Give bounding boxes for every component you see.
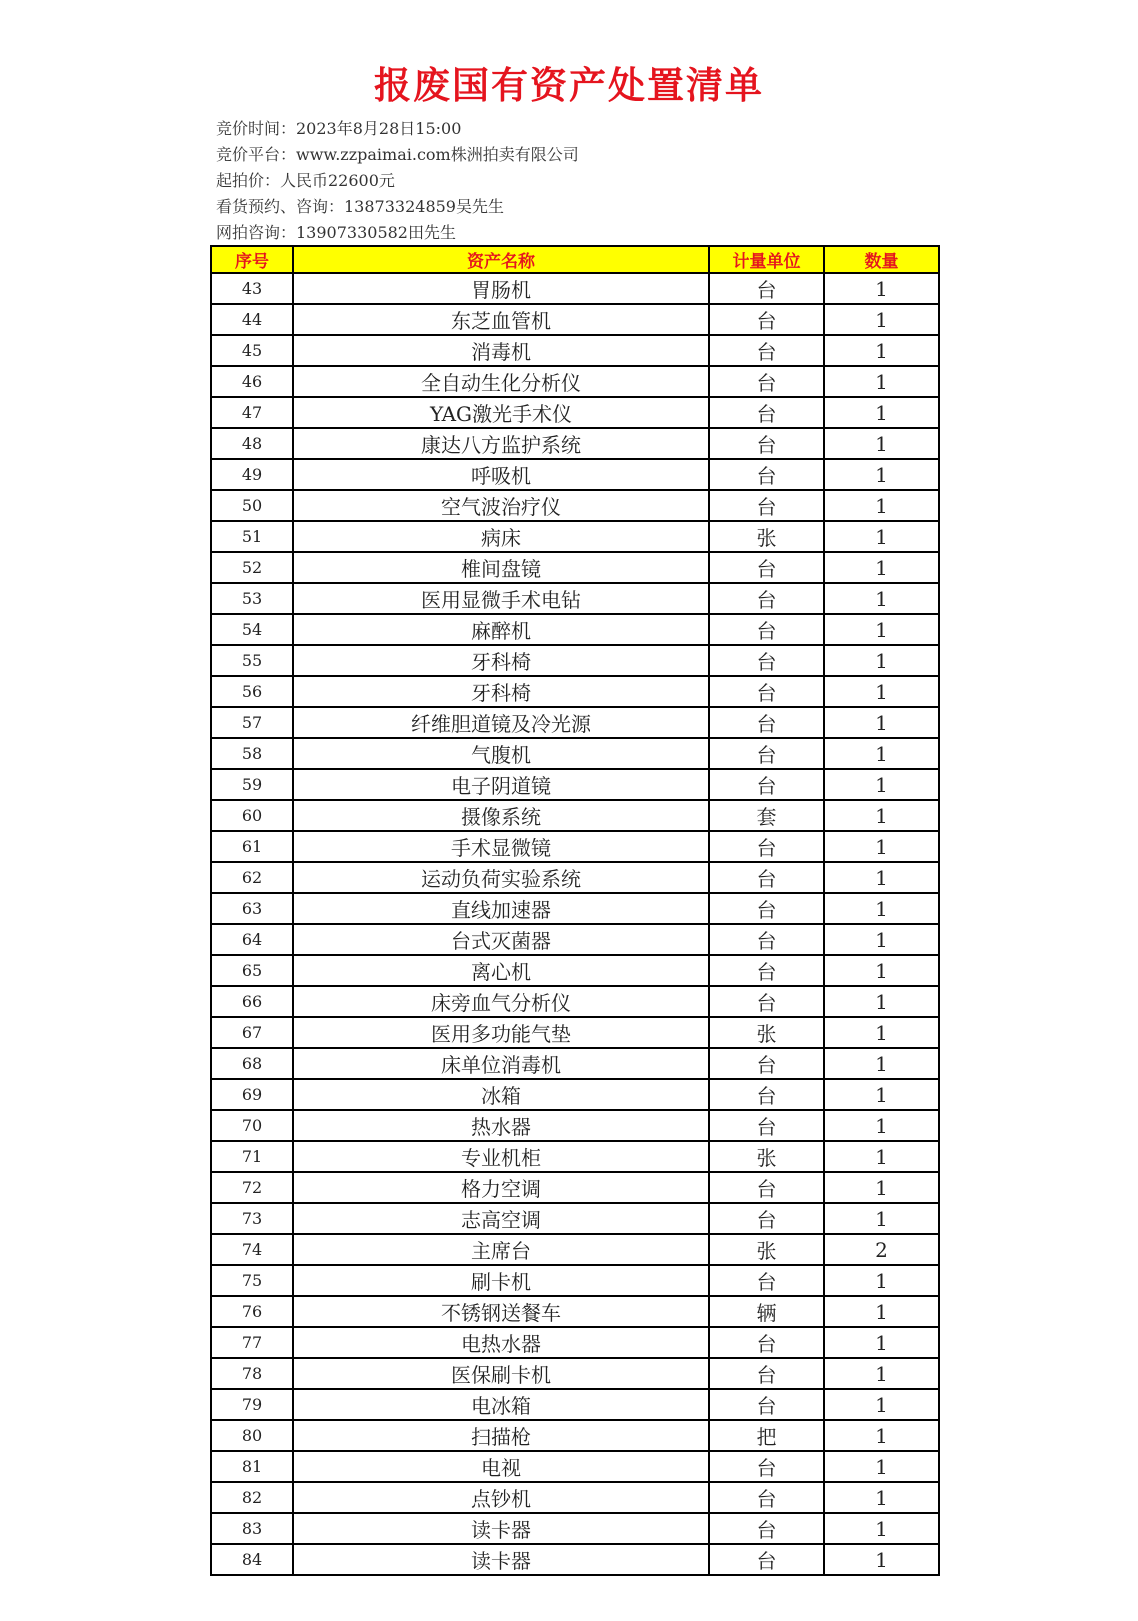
quantity-cell: 1	[824, 924, 939, 955]
table-row	[211, 1265, 939, 1296]
unit-cell: 台	[709, 1358, 824, 1389]
table-row	[211, 335, 939, 366]
quantity-cell: 1	[824, 552, 939, 583]
table-row	[211, 862, 939, 893]
quantity-cell: 1	[824, 397, 939, 428]
unit-cell: 台	[709, 862, 824, 893]
asset-name-cell: 点钞机	[293, 1482, 709, 1513]
table-row	[211, 1017, 939, 1048]
serial-number-cell: 53	[211, 583, 293, 614]
header-asset-name: 资产名称	[293, 246, 709, 273]
serial-number-cell: 46	[211, 366, 293, 397]
unit-cell: 张	[709, 1234, 824, 1265]
table-row	[211, 1482, 939, 1513]
quantity-cell: 1	[824, 862, 939, 893]
table-row	[211, 1420, 939, 1451]
table-row	[211, 583, 939, 614]
serial-number-cell: 44	[211, 304, 293, 335]
auction-platform: 竞价平台：www.zzpaimai.com株洲拍卖有限公司	[216, 145, 579, 164]
unit-cell: 台	[709, 1327, 824, 1358]
serial-number-cell: 71	[211, 1141, 293, 1172]
unit-cell: 套	[709, 800, 824, 831]
asset-name-cell: 全自动生化分析仪	[293, 366, 709, 397]
asset-name-cell: 不锈钢送餐车	[293, 1296, 709, 1327]
unit-cell: 台	[709, 428, 824, 459]
table-row	[211, 273, 939, 304]
asset-name-cell: 专业机柜	[293, 1141, 709, 1172]
unit-cell: 台	[709, 924, 824, 955]
serial-number-cell: 59	[211, 769, 293, 800]
table-row	[211, 1110, 939, 1141]
starting-price: 起拍价：人民币22600元	[216, 171, 395, 190]
table-row	[211, 1203, 939, 1234]
serial-number-cell: 78	[211, 1358, 293, 1389]
asset-name-cell: 康达八方监护系统	[293, 428, 709, 459]
serial-number-cell: 50	[211, 490, 293, 521]
unit-cell: 台	[709, 1172, 824, 1203]
table-row	[211, 1296, 939, 1327]
unit-cell: 台	[709, 676, 824, 707]
serial-number-cell: 65	[211, 955, 293, 986]
serial-number-cell: 84	[211, 1544, 293, 1575]
serial-number-cell: 62	[211, 862, 293, 893]
serial-number-cell: 63	[211, 893, 293, 924]
unit-cell: 张	[709, 1017, 824, 1048]
unit-cell: 台	[709, 955, 824, 986]
asset-name-cell: 牙科椅	[293, 676, 709, 707]
auction-info	[216, 116, 579, 246]
asset-name-cell: 医用显微手术电钻	[293, 583, 709, 614]
serial-number-cell: 83	[211, 1513, 293, 1544]
table-row	[211, 304, 939, 335]
serial-number-cell: 58	[211, 738, 293, 769]
auction-time: 竞价时间：2023年8月28日15:00	[216, 119, 462, 138]
serial-number-cell: 67	[211, 1017, 293, 1048]
table-row	[211, 738, 939, 769]
serial-number-cell: 56	[211, 676, 293, 707]
serial-number-cell: 52	[211, 552, 293, 583]
quantity-cell: 1	[824, 893, 939, 924]
table-row	[211, 1451, 939, 1482]
asset-name-cell: 呼吸机	[293, 459, 709, 490]
unit-cell: 张	[709, 1141, 824, 1172]
table-row	[211, 1327, 939, 1358]
quantity-cell: 1	[824, 1358, 939, 1389]
table-row	[211, 645, 939, 676]
asset-name-cell: 手术显微镜	[293, 831, 709, 862]
quantity-cell: 1	[824, 645, 939, 676]
asset-name-cell: 志高空调	[293, 1203, 709, 1234]
unit-cell: 台	[709, 366, 824, 397]
unit-cell: 台	[709, 583, 824, 614]
unit-cell: 台	[709, 459, 824, 490]
asset-name-cell: 摄像系统	[293, 800, 709, 831]
asset-name-cell: YAG激光手术仪	[293, 397, 709, 428]
serial-number-cell: 55	[211, 645, 293, 676]
serial-number-cell: 61	[211, 831, 293, 862]
unit-cell: 台	[709, 552, 824, 583]
asset-name-cell: 读卡器	[293, 1513, 709, 1544]
serial-number-cell: 68	[211, 1048, 293, 1079]
unit-cell: 台	[709, 335, 824, 366]
serial-number-cell: 43	[211, 273, 293, 304]
asset-name-cell: 电子阴道镜	[293, 769, 709, 800]
table-row	[211, 397, 939, 428]
table-row	[211, 614, 939, 645]
quantity-cell: 1	[824, 1513, 939, 1544]
table-row	[211, 924, 939, 955]
asset-name-cell: 电视	[293, 1451, 709, 1482]
asset-name-cell: 冰箱	[293, 1079, 709, 1110]
quantity-cell: 1	[824, 1482, 939, 1513]
asset-name-cell: 床旁血气分析仪	[293, 986, 709, 1017]
unit-cell: 台	[709, 707, 824, 738]
header-serial-number: 序号	[211, 246, 293, 273]
quantity-cell: 1	[824, 738, 939, 769]
asset-name-cell: 麻醉机	[293, 614, 709, 645]
serial-number-cell: 82	[211, 1482, 293, 1513]
quantity-cell: 1	[824, 1327, 939, 1358]
unit-cell: 台	[709, 645, 824, 676]
unit-cell: 辆	[709, 1296, 824, 1327]
unit-cell: 台	[709, 1203, 824, 1234]
serial-number-cell: 75	[211, 1265, 293, 1296]
unit-cell: 台	[709, 273, 824, 304]
asset-name-cell: 气腹机	[293, 738, 709, 769]
table-row	[211, 1141, 939, 1172]
asset-name-cell: 消毒机	[293, 335, 709, 366]
unit-cell: 台	[709, 1048, 824, 1079]
quantity-cell: 1	[824, 614, 939, 645]
quantity-cell: 1	[824, 955, 939, 986]
quantity-cell: 1	[824, 1079, 939, 1110]
table-row	[211, 366, 939, 397]
asset-name-cell: 医用多功能气垫	[293, 1017, 709, 1048]
asset-name-cell: 病床	[293, 521, 709, 552]
unit-cell: 台	[709, 1513, 824, 1544]
asset-name-cell: 椎间盘镜	[293, 552, 709, 583]
table-row	[211, 1048, 939, 1079]
serial-number-cell: 79	[211, 1389, 293, 1420]
quantity-cell: 1	[824, 769, 939, 800]
quantity-cell: 1	[824, 1265, 939, 1296]
asset-name-cell: 牙科椅	[293, 645, 709, 676]
table-row	[211, 676, 939, 707]
serial-number-cell: 48	[211, 428, 293, 459]
quantity-cell: 1	[824, 831, 939, 862]
quantity-cell: 1	[824, 707, 939, 738]
asset-name-cell: 扫描枪	[293, 1420, 709, 1451]
unit-cell: 台	[709, 1110, 824, 1141]
header-quantity: 数量	[824, 246, 939, 273]
asset-name-cell: 东芝血管机	[293, 304, 709, 335]
table-body	[211, 273, 939, 1575]
asset-name-cell: 运动负荷实验系统	[293, 862, 709, 893]
online-auction-contact: 网拍咨询：13907330582田先生	[216, 223, 456, 242]
unit-cell: 把	[709, 1420, 824, 1451]
quantity-cell: 1	[824, 335, 939, 366]
quantity-cell: 1	[824, 800, 939, 831]
quantity-cell: 1	[824, 583, 939, 614]
quantity-cell: 1	[824, 1296, 939, 1327]
quantity-cell: 1	[824, 273, 939, 304]
asset-name-cell: 胃肠机	[293, 273, 709, 304]
asset-name-cell: 主席台	[293, 1234, 709, 1265]
table-row	[211, 1544, 939, 1575]
serial-number-cell: 47	[211, 397, 293, 428]
table-row	[211, 521, 939, 552]
unit-cell: 台	[709, 1544, 824, 1575]
serial-number-cell: 72	[211, 1172, 293, 1203]
unit-cell: 台	[709, 1389, 824, 1420]
serial-number-cell: 74	[211, 1234, 293, 1265]
table-row	[211, 1358, 939, 1389]
asset-name-cell: 直线加速器	[293, 893, 709, 924]
table-row	[211, 769, 939, 800]
asset-name-cell: 格力空调	[293, 1172, 709, 1203]
serial-number-cell: 64	[211, 924, 293, 955]
serial-number-cell: 54	[211, 614, 293, 645]
header-unit: 计量单位	[709, 246, 824, 273]
unit-cell: 台	[709, 986, 824, 1017]
asset-name-cell: 电冰箱	[293, 1389, 709, 1420]
serial-number-cell: 57	[211, 707, 293, 738]
serial-number-cell: 73	[211, 1203, 293, 1234]
serial-number-cell: 66	[211, 986, 293, 1017]
table-row	[211, 986, 939, 1017]
page-title: 报废国有资产处置清单	[374, 64, 764, 107]
unit-cell: 台	[709, 304, 824, 335]
serial-number-cell: 69	[211, 1079, 293, 1110]
quantity-cell: 1	[824, 1110, 939, 1141]
asset-name-cell: 离心机	[293, 955, 709, 986]
serial-number-cell: 60	[211, 800, 293, 831]
unit-cell: 张	[709, 521, 824, 552]
quantity-cell: 2	[824, 1234, 939, 1265]
quantity-cell: 1	[824, 304, 939, 335]
unit-cell: 台	[709, 893, 824, 924]
quantity-cell: 1	[824, 428, 939, 459]
unit-cell: 台	[709, 1451, 824, 1482]
quantity-cell: 1	[824, 366, 939, 397]
unit-cell: 台	[709, 831, 824, 862]
quantity-cell: 1	[824, 1017, 939, 1048]
quantity-cell: 1	[824, 1141, 939, 1172]
quantity-cell: 1	[824, 1203, 939, 1234]
asset-name-cell: 电热水器	[293, 1327, 709, 1358]
table-row	[211, 1079, 939, 1110]
serial-number-cell: 80	[211, 1420, 293, 1451]
table-row	[211, 831, 939, 862]
quantity-cell: 1	[824, 1544, 939, 1575]
asset-name-cell: 读卡器	[293, 1544, 709, 1575]
unit-cell: 台	[709, 614, 824, 645]
asset-name-cell: 刷卡机	[293, 1265, 709, 1296]
quantity-cell: 1	[824, 986, 939, 1017]
serial-number-cell: 45	[211, 335, 293, 366]
table-row	[211, 1513, 939, 1544]
table-row	[211, 552, 939, 583]
asset-name-cell: 床单位消毒机	[293, 1048, 709, 1079]
serial-number-cell: 77	[211, 1327, 293, 1358]
table-row	[211, 955, 939, 986]
unit-cell: 台	[709, 1265, 824, 1296]
quantity-cell: 1	[824, 1389, 939, 1420]
table-row	[211, 459, 939, 490]
quantity-cell: 1	[824, 1172, 939, 1203]
serial-number-cell: 76	[211, 1296, 293, 1327]
serial-number-cell: 49	[211, 459, 293, 490]
table-row	[211, 800, 939, 831]
unit-cell: 台	[709, 490, 824, 521]
unit-cell: 台	[709, 1482, 824, 1513]
viewing-contact: 看货预约、咨询：13873324859吴先生	[216, 197, 504, 216]
quantity-cell: 1	[824, 521, 939, 552]
quantity-cell: 1	[824, 459, 939, 490]
asset-name-cell: 台式灭菌器	[293, 924, 709, 955]
asset-name-cell: 热水器	[293, 1110, 709, 1141]
unit-cell: 台	[709, 769, 824, 800]
table-row	[211, 490, 939, 521]
quantity-cell: 1	[824, 490, 939, 521]
table-header-row	[211, 246, 939, 273]
serial-number-cell: 70	[211, 1110, 293, 1141]
quantity-cell: 1	[824, 676, 939, 707]
table-row	[211, 428, 939, 459]
table-row	[211, 1234, 939, 1265]
asset-name-cell: 空气波治疗仪	[293, 490, 709, 521]
table-row	[211, 893, 939, 924]
unit-cell: 台	[709, 738, 824, 769]
serial-number-cell: 81	[211, 1451, 293, 1482]
asset-name-cell: 纤维胆道镜及冷光源	[293, 707, 709, 738]
asset-name-cell: 医保刷卡机	[293, 1358, 709, 1389]
asset-table	[210, 245, 940, 1576]
quantity-cell: 1	[824, 1451, 939, 1482]
quantity-cell: 1	[824, 1048, 939, 1079]
quantity-cell: 1	[824, 1420, 939, 1451]
table-row	[211, 1389, 939, 1420]
unit-cell: 台	[709, 397, 824, 428]
unit-cell: 台	[709, 1079, 824, 1110]
table-row	[211, 707, 939, 738]
table-row	[211, 1172, 939, 1203]
serial-number-cell: 51	[211, 521, 293, 552]
